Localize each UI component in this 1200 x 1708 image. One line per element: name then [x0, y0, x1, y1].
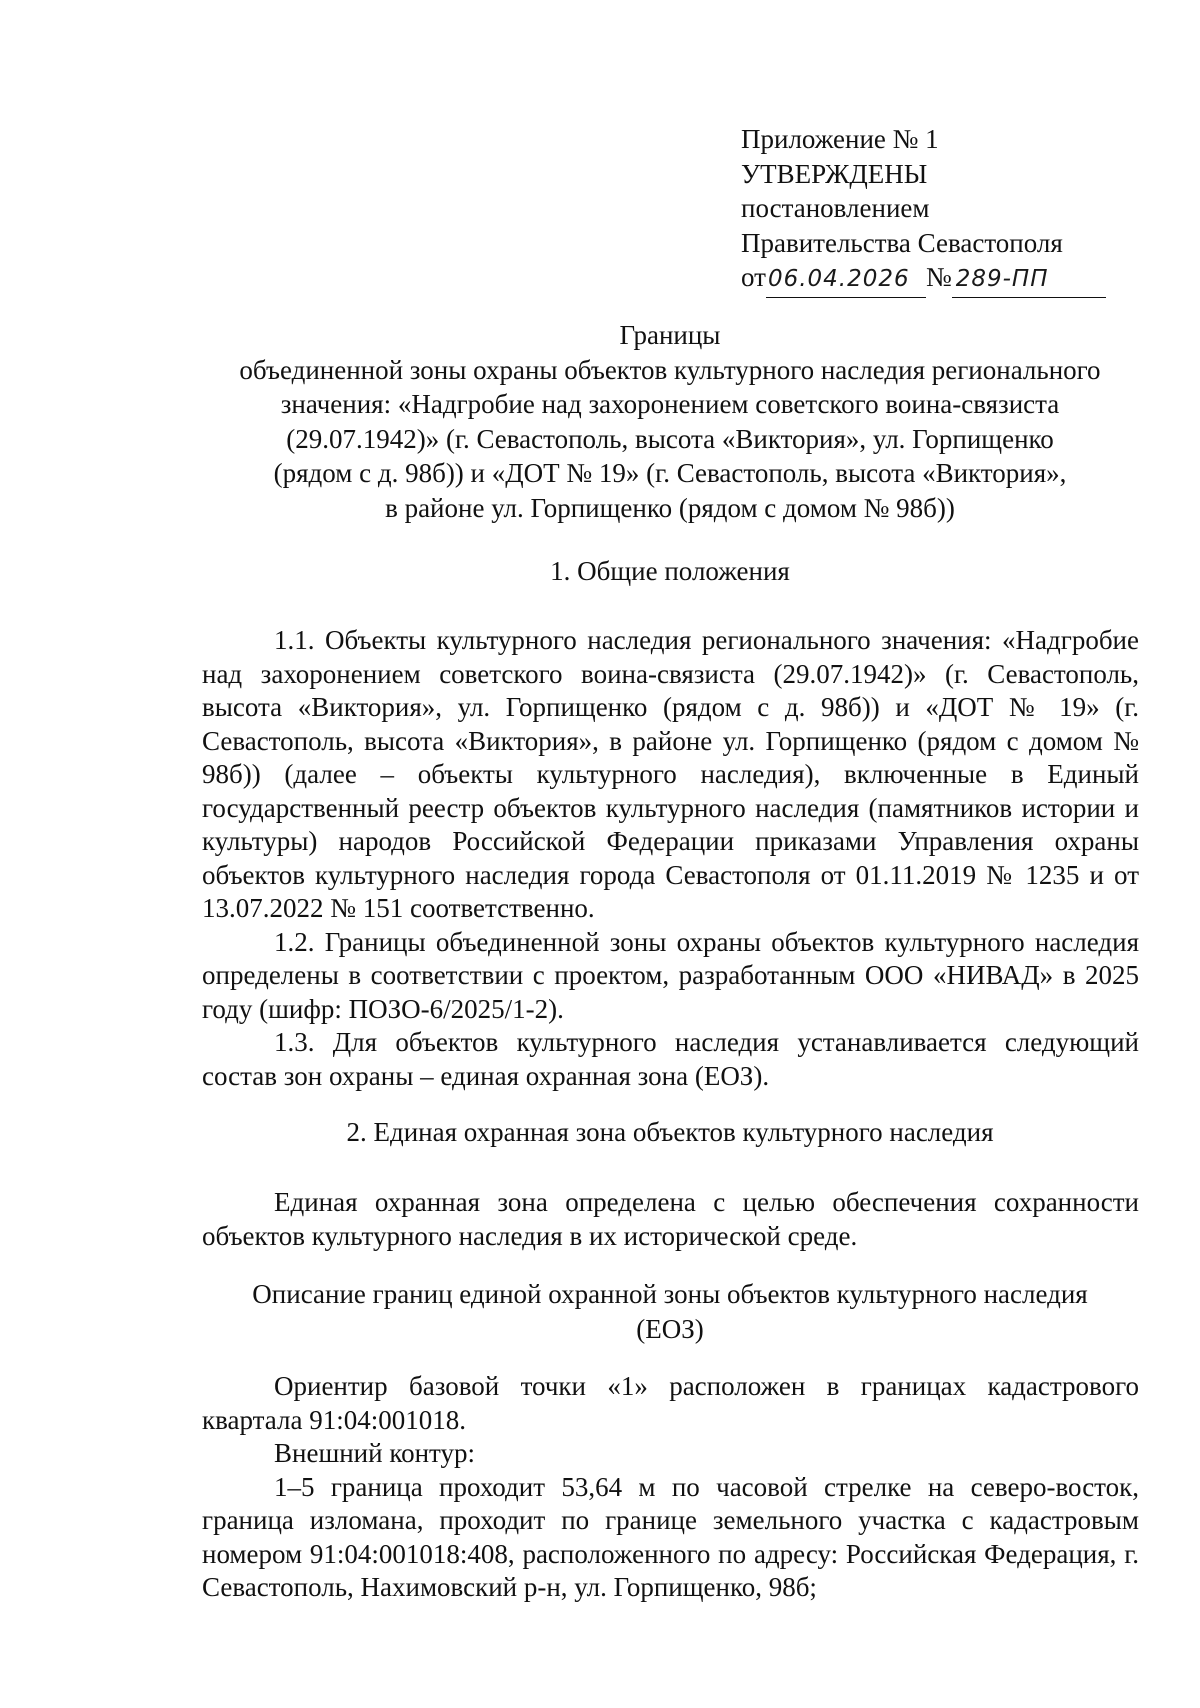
description-heading-line: Описание границ единой охранной зоны объектов культурного наследия — [252, 1279, 1088, 1309]
government-label: Правительства Севастополя — [741, 227, 1063, 258]
title-line: объединенной зоны охраны объектов культурного наследия регионального — [239, 354, 1101, 385]
paragraph-2-1: Единая охранная зона определена с целью обеспечения сохранности объектов культурного наследия в их исторической среде. — [202, 1187, 1139, 1251]
paragraph-1-1: 1.1. Объекты культурного наследия регионального значения: «Надгробие над захоронением советского воина-связиста (29.07.1942)» (г. Севастополь, высота «Виктория», ул. Горпищенко (рядом с д. 98б)) и «ДОТ № 19» (г. Севастополь, высота «Виктория», в районе ул. Горпищенко (рядом с домом № 98б)) (далее – объекты культурного наследия), включенные в Единый государственный реестр объектов культурного наследия (памятников истории и культуры) народов Российской Федерации приказами Управления охраны объектов культурного наследия города Севастополя от 01.11.2019 № 1235 и от 13.07.2022 № 151 соответственно. — [202, 625, 1139, 923]
section-2-body — [202, 1186, 1139, 1253]
title-line: значения: «Надгробие над захоронением советского воина-связиста — [280, 389, 1060, 419]
signature-line — [741, 260, 1106, 298]
number-prefix: № — [925, 262, 952, 292]
approved-label: УТВЕРЖДЕНЫ — [741, 158, 928, 189]
title-line: в районе ул. Горпищенко (рядом с домом № 98б)) — [385, 492, 955, 523]
document-title — [200, 318, 1140, 525]
appendix-number: Приложение № 1 — [741, 124, 939, 154]
section-1-body — [202, 624, 1139, 1093]
base-point-paragraph: Ориентир базовой точки «1» расположен в границах кадастрового квартала 91:04:001018. — [202, 1371, 1139, 1435]
title-line: Границы — [619, 320, 721, 350]
from-prefix: от — [741, 262, 766, 292]
appendix-block — [741, 122, 1106, 298]
description-body — [202, 1370, 1139, 1605]
paragraph-1-2: 1.2. Границы объединенной зоны охраны объектов культурного наследия определены в соответствии с проектом, разработанным ООО «НИВАД» в 2025 году (шифр: ПОЗО-6/2025/1-2). — [202, 926, 1139, 1024]
title-line: (29.07.1942)» (г. Севастополь, высота «Виктория», ул. Горпищенко — [286, 423, 1054, 454]
description-heading-line: (ЕОЗ) — [636, 1313, 704, 1344]
resolution-label: постановлением — [741, 193, 930, 223]
description-heading — [200, 1277, 1140, 1346]
paragraph-1-3: 1.3. Для объектов культурного наследия устанавливается следующий состав зон охраны – единая охранная зона (ЕОЗ). — [202, 1027, 1139, 1091]
section-1-heading: 1. Общие положения — [550, 556, 790, 586]
outer-contour-label: Внешний контур: — [274, 1438, 475, 1468]
handwritten-number: 289-ПП — [952, 262, 1106, 298]
title-line: (рядом с д. 98б)) и «ДОТ № 19» (г. Севастополь, высота «Виктория», — [273, 458, 1067, 488]
section-2-heading: 2. Единая охранная зона объектов культурного наследия — [346, 1117, 994, 1147]
handwritten-date: 06.04.2026 — [766, 262, 926, 298]
boundary-1-5-paragraph: 1–5 граница проходит 53,64 м по часовой стрелке на северо-восток, граница изломана, проходит по границе земельного участка с кадастровым номером 91:04:001018:408, расположенного по адресу: Российская Федерация, г. Севастополь, Нахимовский р-н, ул. Горпищенко, 98б; — [202, 1471, 1139, 1602]
